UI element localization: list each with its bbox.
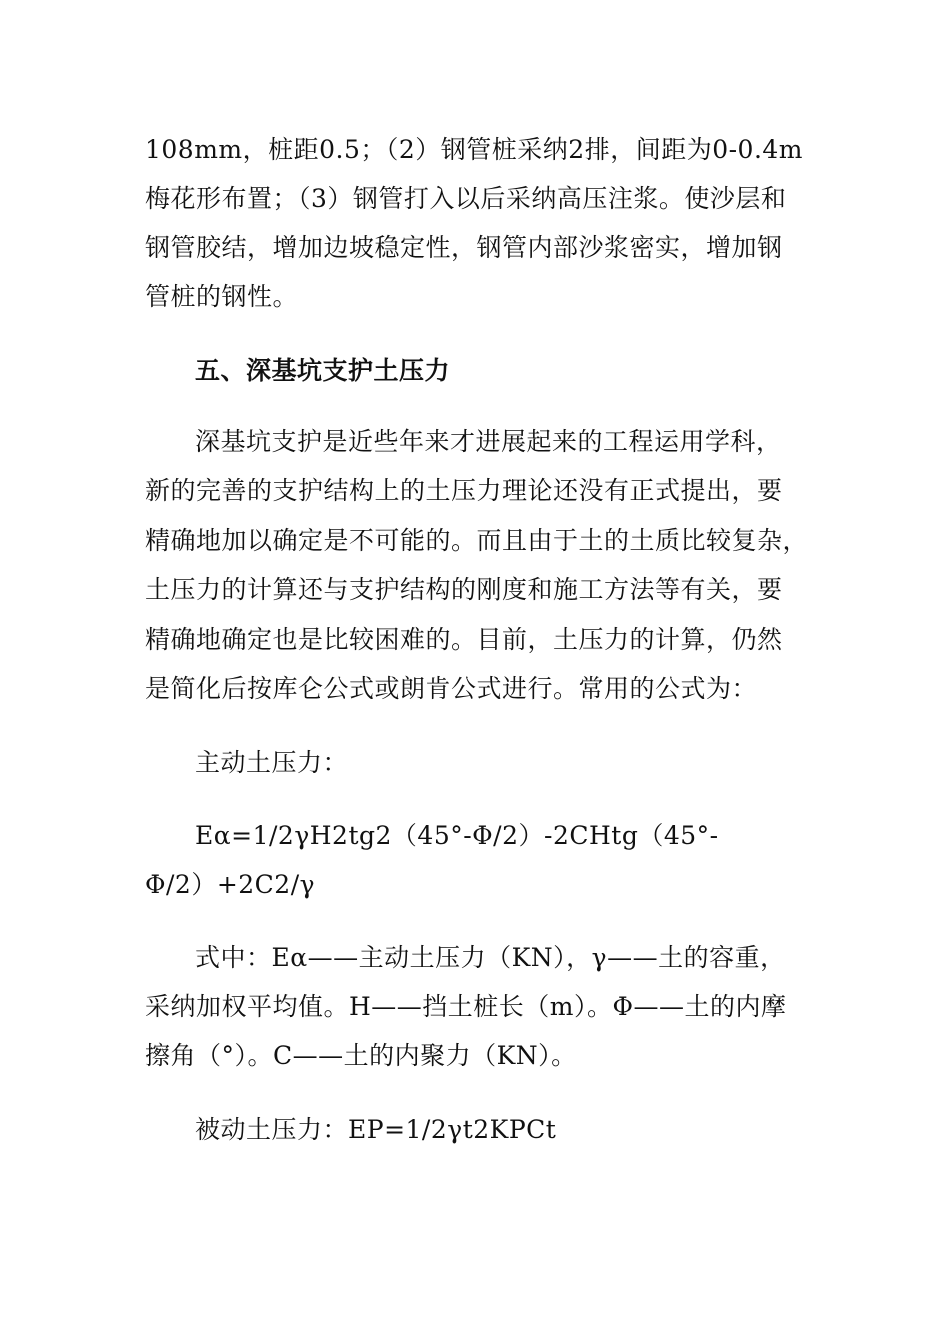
- paragraph-2-line-1: 深基坑支护是近些年来才进展起来的工程运用学科，: [195, 427, 782, 456]
- definitions-line-2: 采纳加权平均值。H——挡土桩长（m）。Φ——土的内摩: [145, 992, 787, 1021]
- paragraph-1-line-1: 108mm，桩距0.5；（2）钢管桩采纳2排，间距为0-0.4m: [145, 135, 804, 164]
- paragraph-2-line-6: 是简化后按库仑公式或朗肯公式进行。常用的公式为：: [145, 674, 758, 703]
- passive-formula: 被动土压力：EP=1/2γt2KPCt: [195, 1115, 557, 1144]
- active-pressure-label: 主动土压力：: [195, 748, 349, 777]
- paragraph-2-line-5: 精确地确定也是比较困难的。目前，土压力的计算，仍然: [145, 625, 783, 654]
- active-formula-line-2: Φ/2）+2C2/γ: [145, 870, 316, 899]
- active-formula-line-1: Eα=1/2γH2tg2（45°-Φ/2）-2CHtg（45°-: [195, 821, 719, 850]
- section-heading: 五、深基坑支护土压力: [195, 356, 451, 385]
- paragraph-2-line-2: 新的完善的支护结构上的土压力理论还没有正式提出，要: [145, 476, 783, 505]
- paragraph-2-line-3: 精确地加以确定是不可能的。而且由于土的土质比较复杂，: [145, 526, 809, 555]
- definitions-line-3: 擦角（°）。C——土的内聚力（KN）。: [145, 1041, 577, 1070]
- paragraph-2-line-4: 土压力的计算还与支护结构的刚度和施工方法等有关，要: [145, 575, 783, 604]
- paragraph-1-line-2: 梅花形布置；（3）钢管打入以后采纳高压注浆。使沙层和: [145, 184, 787, 213]
- paragraph-1-line-3: 钢管胶结，增加边坡稳定性，钢管内部沙浆密实，增加钢: [145, 233, 783, 262]
- paragraph-1-line-4: 管桩的钢性。: [145, 282, 299, 311]
- definitions-line-1: 式中：Eα——主动土压力（KN），γ——土的容重，: [195, 943, 786, 972]
